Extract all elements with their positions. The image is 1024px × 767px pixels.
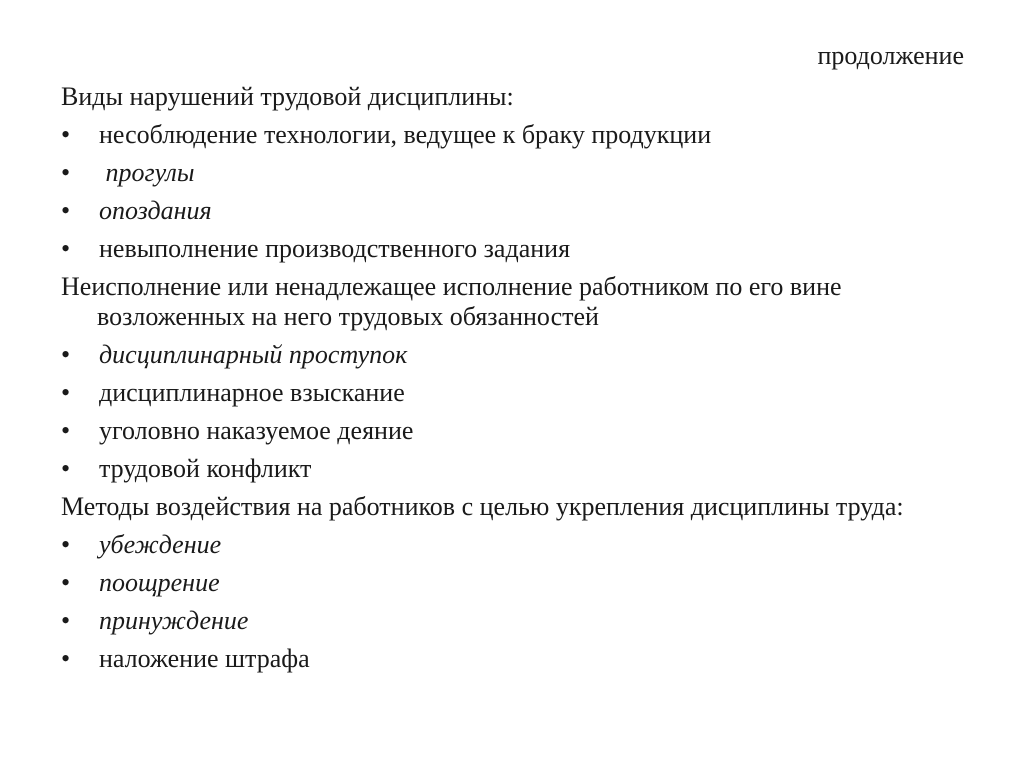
list-item-text: поощрение bbox=[99, 568, 220, 597]
bullet-icon: • bbox=[61, 530, 71, 559]
list-item bbox=[61, 230, 961, 268]
section-heading-methods: Методы воздействия на работников с целью укрепления дисциплины труда: bbox=[61, 492, 904, 521]
list-item-text: дисциплинарное взыскание bbox=[99, 378, 405, 407]
bullet-icon: • bbox=[61, 234, 71, 263]
list-item bbox=[61, 640, 961, 678]
bullet-icon: • bbox=[61, 454, 71, 483]
list-item bbox=[61, 602, 961, 640]
violations-list bbox=[61, 116, 961, 268]
methods-list bbox=[61, 526, 961, 678]
list-item-text: трудовой конфликт bbox=[99, 454, 312, 483]
list-item bbox=[61, 192, 961, 230]
bullet-icon: • bbox=[61, 120, 71, 149]
bullet-icon: • bbox=[61, 568, 71, 597]
bullet-icon: • bbox=[61, 644, 71, 673]
bullet-icon: • bbox=[61, 416, 71, 445]
list-item-text: наложение штрафа bbox=[99, 644, 310, 673]
nonperformance-list bbox=[61, 336, 961, 488]
list-item bbox=[61, 412, 961, 450]
list-item-text: дисциплинарный проступок bbox=[99, 340, 408, 369]
list-item-text: убеждение bbox=[99, 530, 222, 559]
bullet-icon: • bbox=[61, 158, 71, 187]
list-item bbox=[61, 450, 961, 488]
section-heading-nonperformance: Неисполнение или ненадлежащее исполнение работником по его вине возложенных на него трудовых обязанностей bbox=[61, 272, 842, 331]
list-item bbox=[61, 374, 961, 412]
list-item-text: невыполнение производственного задания bbox=[99, 234, 571, 263]
bullet-icon: • bbox=[61, 378, 71, 407]
list-item bbox=[61, 154, 961, 192]
bullet-icon: • bbox=[61, 606, 71, 635]
continued-label: продолжение bbox=[817, 41, 964, 70]
section-heading-violations: Виды нарушений трудовой дисциплины: bbox=[61, 82, 514, 111]
bullet-icon: • bbox=[61, 196, 71, 225]
list-item bbox=[61, 526, 961, 564]
slide-content bbox=[61, 78, 961, 678]
list-item-text: несоблюдение технологии, ведущее к браку продукции bbox=[99, 120, 712, 149]
bullet-icon: • bbox=[61, 340, 71, 369]
list-item bbox=[61, 116, 961, 154]
list-item-text: прогулы bbox=[99, 158, 195, 187]
list-item-text: уголовно наказуемое деяние bbox=[99, 416, 414, 445]
list-item bbox=[61, 336, 961, 374]
list-item-text: опоздания bbox=[99, 196, 212, 225]
list-item-text: принуждение bbox=[99, 606, 249, 635]
list-item bbox=[61, 564, 961, 602]
